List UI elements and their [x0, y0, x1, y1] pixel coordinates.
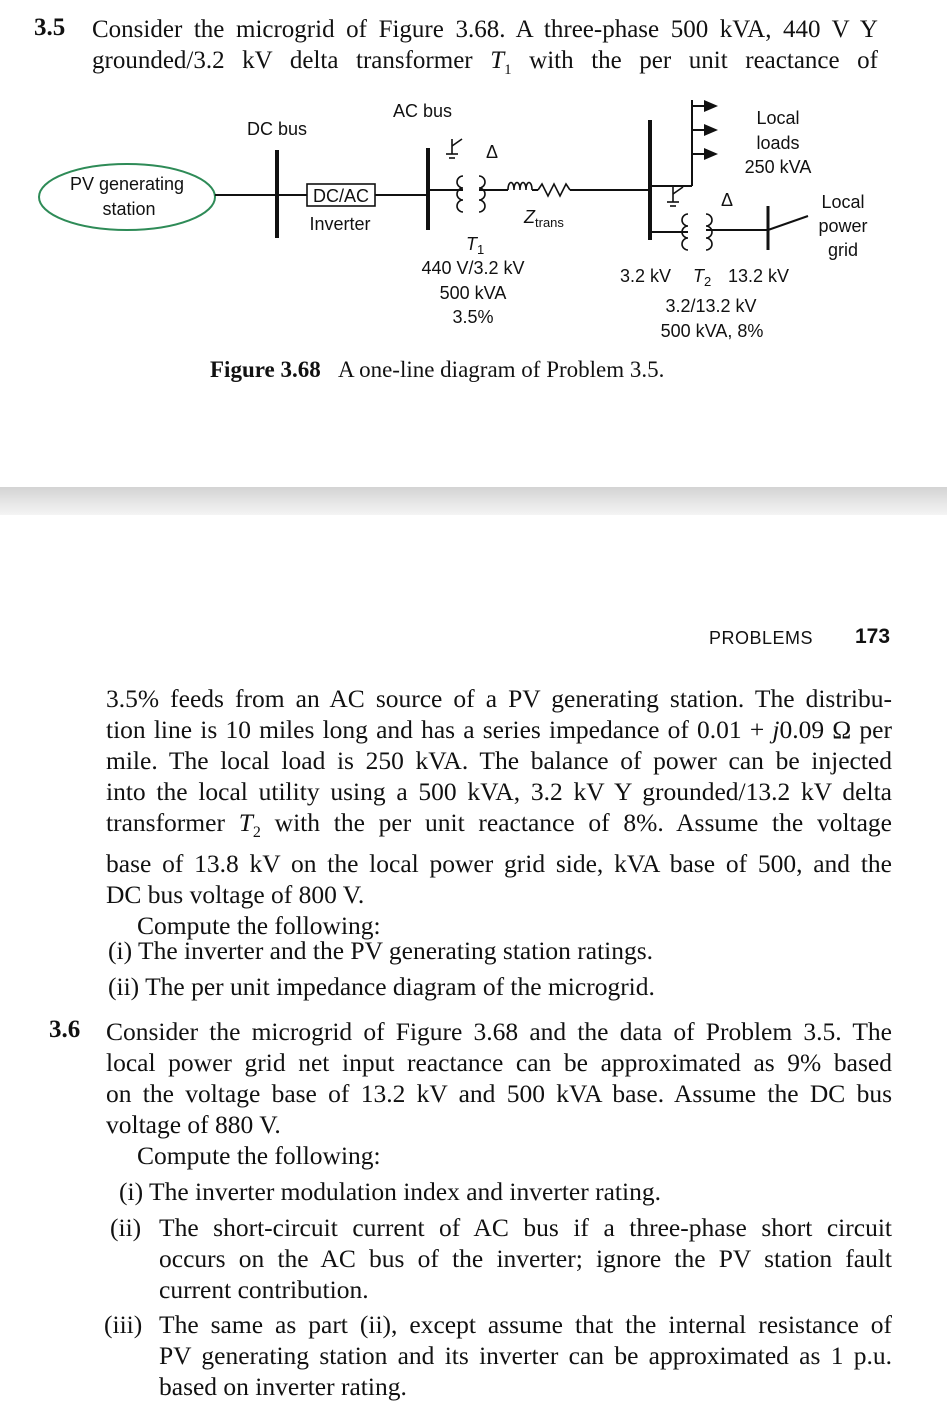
p36-ii-line-1: The short-circuit current of AC bus if a three-phase short circuit: [159, 1213, 892, 1242]
p36-ii-line-2: occurs on the AC bus of the inverter; ignore the PV station fault: [159, 1244, 892, 1273]
p36-iii-line-3: based on inverter rating.: [159, 1372, 407, 1401]
p36-item-ii-label: (ii): [110, 1213, 142, 1242]
cont-line-4: into the local utility using a 500 kVA, 3.2 kV Y grounded/13.2 kV delta: [106, 777, 892, 806]
figure-caption-label: Figure 3.68: [210, 357, 321, 382]
p36-line-4: voltage of 880 V.: [106, 1110, 281, 1139]
t1-secondary-winding: [479, 176, 485, 212]
t1-rating-voltage: 440 V/3.2 kV: [421, 258, 525, 278]
t1-ground-symbol: [446, 139, 462, 158]
cont-line-5-sub: 2: [252, 824, 261, 842]
p36-item-i: [119, 1176, 661, 1207]
page-break-band: [0, 487, 947, 515]
line-2-text-b: with the per unit reactance of: [511, 47, 878, 74]
line-inductance: [508, 183, 532, 191]
cont-line-1: 3.5% feeds from an AC source of a PV generating station. The distribu-: [106, 684, 892, 713]
t2-sub: 2: [704, 274, 712, 289]
p36-item-iii-label: (iii): [104, 1310, 143, 1339]
cont-line-2-a: tion line is 10 miles long and has a series impedance of 0.01 +: [106, 715, 773, 744]
cont-line-5: [106, 807, 892, 848]
t2-left-voltage: 3.2 kV: [620, 266, 672, 286]
p36-item-ii-body: [159, 1212, 892, 1305]
local-loads-label-2: loads: [756, 133, 800, 153]
p36-iii-line-2: PV generating station and its inverter can be approximated as 1 p.u.: [159, 1341, 892, 1370]
cont-line-5-b: with the per unit reactance of 8%. Assume the voltage: [260, 808, 893, 837]
t2-right-voltage: 13.2 kV: [728, 266, 790, 286]
t1-sub: 1: [477, 242, 485, 257]
ztrans-label: [523, 207, 564, 230]
p36-item-i-text: The inverter modulation index and inverter rating.: [149, 1177, 661, 1206]
p36-compute: Compute the following:: [137, 1141, 381, 1170]
dc-bus-label: DC bus: [247, 119, 308, 139]
figure-caption-text: A one-line diagram of Problem 3.5.: [337, 357, 665, 382]
cont-item-i-text: The inverter and the PV generating station ratings.: [138, 936, 654, 965]
inverter-label-top: DC/AC: [312, 186, 370, 206]
cont-item-i-label: (i): [108, 936, 133, 965]
pv-station-label-1: PV generating: [69, 174, 185, 194]
ac-bus-label: AC bus: [393, 101, 453, 121]
t2-secondary-winding: [706, 214, 712, 250]
problem-number-3-6: 3.6: [49, 1016, 81, 1043]
t1-label: [466, 234, 484, 257]
cont-line-6: base of 13.8 kV on the local power grid side, kVA base of 500, and the: [106, 849, 892, 879]
local-loads-label-1: Local: [756, 108, 800, 128]
local-grid-label-1: Local: [821, 192, 865, 212]
problem-3-6-body: [106, 1016, 892, 1171]
t1-primary-winding: [457, 176, 463, 212]
local-grid-label-2: power: [818, 216, 868, 236]
cont-item-i: [108, 935, 653, 966]
t1-symbol: T: [490, 47, 505, 74]
cont-compute: Compute the following:: [137, 911, 381, 941]
problem-3-5-continuation: [106, 683, 892, 941]
t1-rating-reactance: 3.5%: [452, 307, 494, 327]
pv-station-label-2: station: [102, 199, 156, 219]
t1-t: T: [466, 234, 477, 254]
problem-3-5-line-1: Consider the microgrid of Figure 3.68. A three-phase 500 kVA, 440 V Y: [92, 16, 878, 43]
t2-ground-symbol: [667, 187, 683, 206]
t2-label: [693, 266, 711, 289]
p36-iii-line-1: The same as part (ii), except assume that the internal resistance of: [159, 1310, 892, 1339]
load-arrow-1-head: [704, 100, 718, 112]
p36-item-i-label: (i): [119, 1177, 144, 1206]
p36-line-2: local power grid net input reactance can be approximated as 9% based: [106, 1048, 892, 1077]
cont-line-3: mile. The local load is 250 kVA. The balance of power can be injected: [106, 746, 892, 775]
t1-delta-symbol: Δ: [486, 142, 499, 162]
p36-ii-line-3: current contribution.: [159, 1275, 369, 1304]
load-arrow-2-head: [704, 124, 718, 136]
cont-line-2-b: 0.09 Ω per: [779, 715, 892, 744]
cont-item-ii: [108, 971, 655, 1002]
cont-line-5-t: T: [238, 808, 253, 837]
p36-line-1: Consider the microgrid of Figure 3.68 and the data of Problem 3.5. The: [106, 1017, 892, 1046]
cont-line-5-a: transformer: [106, 808, 239, 837]
load-arrow-3-head: [704, 148, 718, 160]
t1-subscript: 1: [504, 62, 512, 78]
t2-t: T: [693, 266, 704, 286]
p36-item-iii-body: [159, 1309, 892, 1402]
load-arrow-heads: [704, 100, 718, 160]
t2-rating-kva-reactance: 500 kVA, 8%: [660, 321, 764, 341]
running-header-section: PROBLEMS: [709, 628, 814, 648]
grid-connection-line: [768, 216, 808, 230]
local-grid-label-3: grid: [827, 240, 859, 260]
cont-line-7: DC bus voltage of 800 V.: [106, 880, 365, 910]
ztrans-z: Z: [524, 207, 535, 227]
cont-item-ii-text: The per unit impedance diagram of the microgrid.: [145, 972, 655, 1001]
cont-line-2-j: j: [772, 715, 780, 744]
cont-item-ii-label: (ii): [108, 972, 140, 1001]
line-2-text-a: grounded/3.2 kV delta transformer: [92, 47, 491, 74]
problem-number-3-5: 3.5: [34, 14, 66, 41]
page-number: 173: [855, 625, 891, 648]
t1-rating-kva: 500 kVA: [439, 283, 507, 303]
t2-delta-symbol: Δ: [721, 190, 734, 210]
ztrans-sub: trans: [535, 215, 564, 230]
inverter-label-bottom: Inverter: [309, 214, 371, 234]
t2-rating-voltage: 3.2/13.2 kV: [665, 296, 757, 316]
p36-line-3: on the voltage base of 13.2 kV and 500 kVA base. Assume the DC bus: [106, 1079, 892, 1108]
problem-3-5-line-2: [92, 45, 878, 86]
local-loads-label-3: 250 kVA: [744, 157, 812, 177]
line-resistance: [538, 184, 570, 196]
microgrid-one-line-diagram: [0, 90, 947, 350]
figure-caption: [210, 357, 664, 383]
cont-line-2: [106, 714, 892, 745]
